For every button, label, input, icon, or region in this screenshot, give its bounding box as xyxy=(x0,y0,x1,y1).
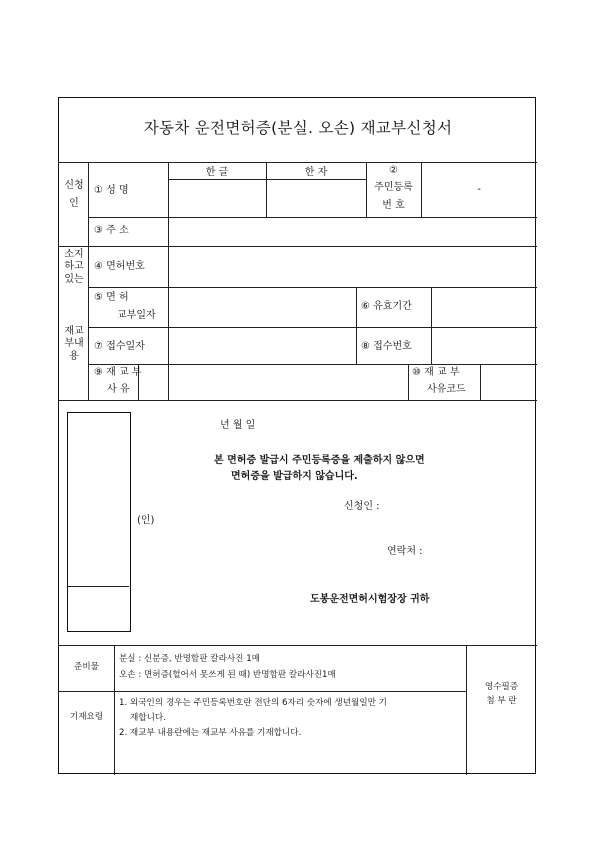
divider xyxy=(114,645,115,775)
divider xyxy=(408,364,409,400)
divider xyxy=(59,691,466,692)
rrn-label-2: 번 호 xyxy=(382,200,405,211)
divider xyxy=(356,287,357,364)
divider xyxy=(466,645,467,775)
divider xyxy=(88,162,89,400)
divider xyxy=(59,246,537,247)
issue-date-label-2: 교부일자 xyxy=(117,310,156,321)
notice-line-2: 면허증을 발급하지 않습니다. xyxy=(231,471,358,482)
date-line: 년 월 일 xyxy=(220,420,256,431)
receipt-date-label: ⑦ 접수일자 xyxy=(94,341,145,352)
reason-code-label: ⑩ 재 교 부 xyxy=(412,367,460,378)
contact-field[interactable] xyxy=(439,541,529,561)
receipt-number-field[interactable] xyxy=(434,330,534,361)
prep-label: 준비물 xyxy=(74,662,99,672)
reason-field[interactable] xyxy=(141,367,405,397)
divider xyxy=(89,217,537,218)
side-label-reissue-content: 재교부내용 xyxy=(64,326,84,362)
reason-label-2: 사 유 xyxy=(107,384,130,395)
reason-label: ⑨ 재 교 부 xyxy=(94,367,142,378)
side-label-applicant: 신청인 xyxy=(64,180,84,209)
validity-field[interactable] xyxy=(434,290,534,324)
hangul-header: 한 글 xyxy=(205,167,229,178)
guide-label: 기재요령 xyxy=(69,712,104,722)
divider xyxy=(480,364,481,400)
license-number-field[interactable] xyxy=(171,250,533,284)
guide-1: 1. 외국인의 경우는 주민등록번호란 전단의 6자리 숫자에 생년월일만 기 xyxy=(119,698,387,708)
stamp-label-2: 첨 부 란 xyxy=(486,696,517,706)
license-number-label: ④ 면허번호 xyxy=(94,261,145,272)
prep-lost: 분실 : 신분증, 반명함판 칼라사진 1매 xyxy=(119,654,260,664)
prep-damaged: 오손 : 면허증(헐어서 못쓰게 된 때) 반명함판 칼라사진1매 xyxy=(119,670,336,680)
receipt-date-field[interactable] xyxy=(171,330,353,361)
photo-box xyxy=(67,412,131,632)
rrn-field[interactable]: - xyxy=(477,184,481,195)
name-hanja-field[interactable] xyxy=(269,182,363,214)
addressee: 도봉운전면허시험장장 귀하 xyxy=(310,594,430,605)
divider xyxy=(59,400,537,401)
divider xyxy=(168,179,367,180)
side-label-holder-info: 소지하고있는 xyxy=(64,249,84,285)
validity-label: ⑥ 유효기간 xyxy=(361,301,412,312)
photo-divider xyxy=(68,586,129,587)
divider xyxy=(59,162,537,163)
guide-1b: 재합니다. xyxy=(130,713,166,723)
rrn-label: 주민등록 xyxy=(374,182,413,193)
address-field[interactable] xyxy=(171,220,533,244)
notice-line-1: 본 면허증 발급시 주민등록증을 제출하지 않으면 xyxy=(214,455,425,466)
contact-label: 연락처 : xyxy=(387,546,423,557)
name-hangul-field[interactable] xyxy=(171,182,263,214)
applicant-signature-label: 신청인 : xyxy=(344,501,380,512)
divider xyxy=(168,162,169,400)
form-title: 자동차 운전면허증(분실. 오손) 재교부신청서 xyxy=(143,119,453,137)
reason-code-field[interactable] xyxy=(483,367,534,397)
address-label: ③ 주 소 xyxy=(94,225,129,236)
divider xyxy=(431,287,432,364)
applicant-signature-field[interactable] xyxy=(399,496,519,516)
rrn-number-mark: ② xyxy=(389,165,398,176)
divider xyxy=(89,327,537,328)
reason-code-label-2: 사유코드 xyxy=(427,384,466,395)
reissue-application-form xyxy=(58,97,536,774)
hanja-header: 한 자 xyxy=(304,167,328,178)
issue-date-label: ⑤ 면 허 xyxy=(94,292,129,303)
stamp-label: 영수필증 xyxy=(484,682,519,692)
divider xyxy=(89,364,537,365)
name-label: ① 성 명 xyxy=(94,185,129,196)
seal-mark: (인) xyxy=(137,515,155,526)
divider xyxy=(89,287,537,288)
receipt-number-label: ⑧ 접수번호 xyxy=(361,341,412,352)
guide-2: 2. 재교부 내용란에는 재교부 사유를 기재합니다. xyxy=(119,728,302,738)
issue-date-field[interactable] xyxy=(171,290,353,324)
